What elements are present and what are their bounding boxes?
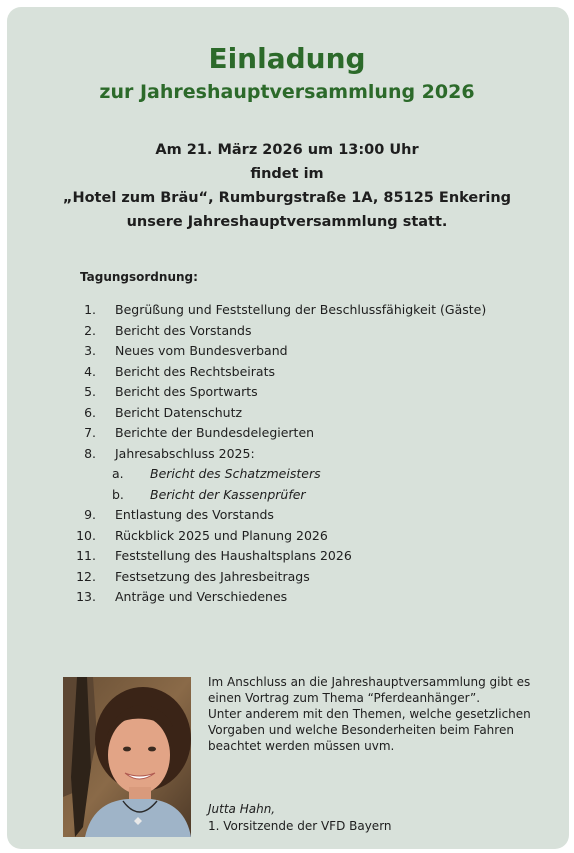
agenda-item-number: 3. <box>84 343 96 358</box>
agenda-item <box>0 403 574 424</box>
agenda-subitem-text: Bericht des Schatzmeisters <box>150 466 321 481</box>
agenda-subitem-text: Bericht der Kassenprüfer <box>150 486 306 502</box>
notice-line: Unter anderem mit den Themen, welche gesetzlichen <box>208 707 531 721</box>
agenda-item-text: Berichte der Bundesdelegierten <box>115 425 315 440</box>
agenda-item <box>0 587 574 608</box>
agenda-item-text: Bericht des Sportwarts <box>115 384 258 399</box>
signature-name: Jutta Hahn, <box>208 802 276 816</box>
agenda-item-text: Bericht Datenschutz <box>115 404 243 420</box>
agenda-item <box>0 444 574 465</box>
agenda-item-text: Anträge und Verschiedenes <box>115 589 288 604</box>
agenda-item <box>0 300 574 321</box>
page-title: Einladung <box>208 42 366 75</box>
agenda-item-number: 2. <box>84 322 96 338</box>
event-connector: findet im <box>250 166 324 182</box>
event-details <box>0 138 574 234</box>
notice-line: einen Vortrag zum Thema “Pferdeanhänger”. <box>208 691 481 705</box>
agenda-item-number: 12. <box>76 568 96 584</box>
agenda-item <box>0 423 574 444</box>
agenda-item-text: Begrüßung und Feststellung der Beschlussfähigkeit (Gäste) <box>115 302 487 317</box>
agenda-item <box>0 546 574 567</box>
agenda-subitem-letter: b. <box>112 486 124 502</box>
notice-line: Im Anschluss an die Jahreshauptversammlung gibt es <box>208 675 531 689</box>
agenda-item-number: 7. <box>84 425 96 440</box>
agenda-item-text: Rückblick 2025 und Planung 2026 <box>115 527 328 543</box>
agenda-item-number: 9. <box>84 507 96 522</box>
agenda-item-number: 13. <box>76 589 96 604</box>
agenda-item <box>0 526 574 547</box>
agenda-item <box>0 341 574 362</box>
signature-block <box>208 801 392 835</box>
event-location: „Hotel zum Bräu“, Rumburgstraße 1A, 85125 Enkering <box>62 190 512 206</box>
agenda-list <box>0 300 574 608</box>
agenda-item <box>0 321 574 342</box>
agenda-item-number: 4. <box>84 363 96 379</box>
agenda-item-text: Entlastung des Vorstands <box>115 507 274 522</box>
agenda-subitem-letter: a. <box>112 466 124 481</box>
signature-role: 1. Vorsitzende der VFD Bayern <box>208 819 392 833</box>
agenda-subitem <box>0 464 574 485</box>
agenda-item <box>0 505 574 526</box>
agenda-item-text: Bericht des Rechtsbeirats <box>115 363 275 379</box>
agenda-item <box>0 567 574 588</box>
event-date: Am 21. März 2026 um 13:00 Uhr <box>155 142 419 158</box>
page-subtitle: zur Jahreshauptversammlung 2026 <box>99 81 475 103</box>
agenda-item <box>0 382 574 403</box>
agenda-item-number: 1. <box>84 302 96 317</box>
event-closing: unsere Jahreshauptversammlung statt. <box>126 214 448 230</box>
notice-line: Vorgaben und welche Besonderheiten beim Fahren <box>208 723 514 737</box>
notice-line: beachtet werden müssen uvm. <box>208 739 395 753</box>
agenda-item-number: 5. <box>84 384 96 399</box>
lecture-notice <box>208 674 538 754</box>
agenda-item-number: 8. <box>84 445 96 461</box>
agenda-subitem <box>0 485 574 506</box>
agenda-item-text: Feststellung des Haushaltsplans 2026 <box>115 548 352 563</box>
agenda-item <box>0 362 574 383</box>
agenda-item-text: Jahresabschluss 2025: <box>115 445 255 461</box>
agenda-item-text: Festsetzung des Jahresbeitrags <box>115 568 310 584</box>
agenda-heading: Tagungsordnung: <box>80 270 198 284</box>
agenda-item-text: Neues vom Bundesverband <box>115 343 288 358</box>
agenda-item-number: 11. <box>76 548 96 563</box>
agenda-item-text: Bericht des Vorstands <box>115 322 252 338</box>
agenda-item-number: 6. <box>84 404 96 420</box>
agenda-item-number: 10. <box>76 527 96 543</box>
speaker-photo <box>63 677 191 837</box>
